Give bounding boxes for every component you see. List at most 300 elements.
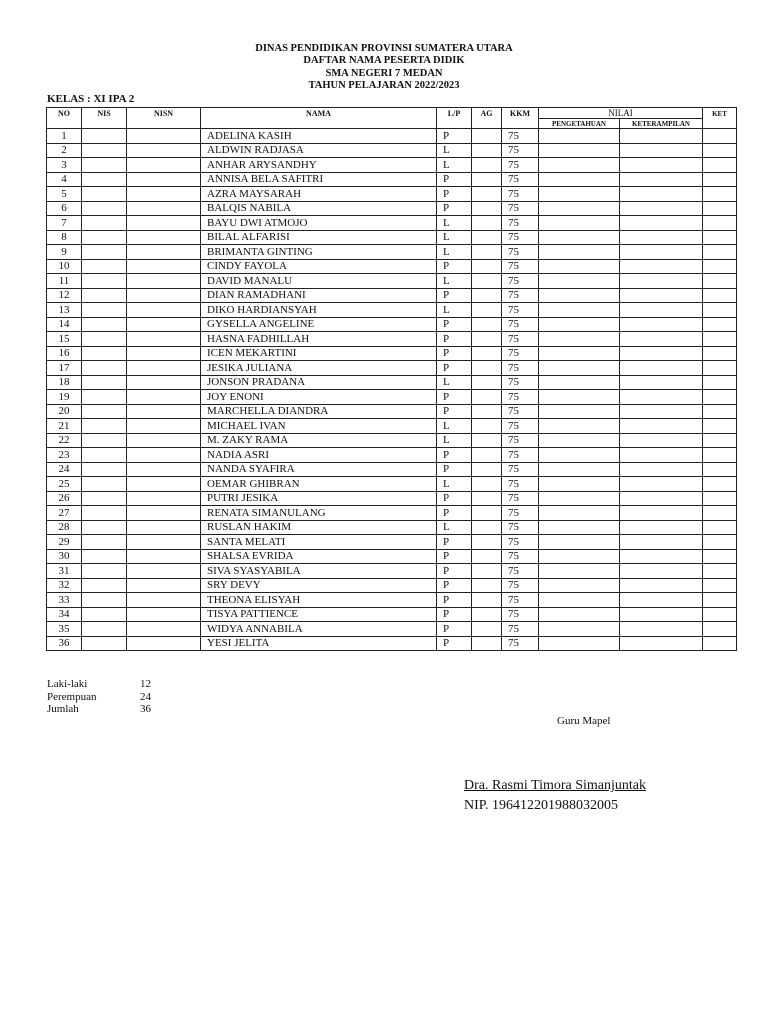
cell-kkm: 75 xyxy=(502,549,539,564)
cell-ag xyxy=(472,172,502,187)
cell-kkm: 75 xyxy=(502,404,539,419)
cell-kkm: 75 xyxy=(502,636,539,651)
cell-pengetahuan xyxy=(539,622,620,637)
signature-nip: NIP. 196412201988032005 xyxy=(464,798,619,813)
cell-kkm: 75 xyxy=(502,491,539,506)
cell-keterampilan xyxy=(620,230,703,245)
cell-nama: BAYU DWI ATMOJO xyxy=(201,216,437,231)
cell-kkm: 75 xyxy=(502,245,539,260)
cell-nis xyxy=(82,259,127,274)
cell-nama: ANHAR ARYSANDHY xyxy=(201,158,437,173)
cell-ket xyxy=(703,622,737,637)
cell-ag xyxy=(472,201,502,216)
cell-nisn xyxy=(127,346,201,361)
cell-no: 9 xyxy=(47,245,82,260)
cell-ket xyxy=(703,375,737,390)
header-year: TAHUN PELAJARAN 2022/2023 xyxy=(308,80,460,92)
gender-summary xyxy=(47,678,151,716)
cell-ket xyxy=(703,172,737,187)
cell-kkm: 75 xyxy=(502,578,539,593)
cell-pengetahuan xyxy=(539,201,620,216)
cell-ket xyxy=(703,564,737,579)
cell-ket xyxy=(703,158,737,173)
table-row xyxy=(47,172,737,187)
cell-nisn xyxy=(127,535,201,550)
cell-nis xyxy=(82,520,127,535)
table-row xyxy=(47,303,737,318)
cell-keterampilan xyxy=(620,491,703,506)
cell-ag xyxy=(472,419,502,434)
cell-lp: P xyxy=(437,578,472,593)
cell-nisn xyxy=(127,448,201,463)
cell-kkm: 75 xyxy=(502,332,539,347)
cell-pengetahuan xyxy=(539,404,620,419)
table-row xyxy=(47,564,737,579)
cell-pengetahuan xyxy=(539,361,620,376)
cell-ket xyxy=(703,433,737,448)
cell-nama: DIAN RAMADHANI xyxy=(201,288,437,303)
table-row xyxy=(47,433,737,448)
cell-nisn xyxy=(127,636,201,651)
col-keterampilan-header: KETERAMPILAN xyxy=(620,119,703,129)
cell-kkm: 75 xyxy=(502,187,539,202)
cell-nisn xyxy=(127,201,201,216)
cell-nisn xyxy=(127,245,201,260)
cell-keterampilan xyxy=(620,419,703,434)
cell-nisn xyxy=(127,332,201,347)
cell-pengetahuan xyxy=(539,143,620,158)
cell-nis xyxy=(82,143,127,158)
cell-no: 28 xyxy=(47,520,82,535)
cell-nis xyxy=(82,245,127,260)
cell-ket xyxy=(703,404,737,419)
cell-ket xyxy=(703,462,737,477)
table-row xyxy=(47,230,737,245)
cell-nisn xyxy=(127,462,201,477)
cell-no: 2 xyxy=(47,143,82,158)
cell-ag xyxy=(472,520,502,535)
table-row xyxy=(47,317,737,332)
table-row xyxy=(47,346,737,361)
cell-no: 3 xyxy=(47,158,82,173)
cell-kkm: 75 xyxy=(502,361,539,376)
cell-lp: P xyxy=(437,390,472,405)
cell-nama: WIDYA ANNABILA xyxy=(201,622,437,637)
summary-jumlah-label: Jumlah xyxy=(47,703,79,716)
cell-ag xyxy=(472,433,502,448)
cell-nama: AZRA MAYSARAH xyxy=(201,187,437,202)
summary-perempuan xyxy=(47,691,151,704)
cell-nama: MICHAEL IVAN xyxy=(201,419,437,434)
cell-ket xyxy=(703,274,737,289)
cell-ket xyxy=(703,259,737,274)
cell-nis xyxy=(82,506,127,521)
cell-nis xyxy=(82,636,127,651)
cell-nis xyxy=(82,390,127,405)
cell-nama: JESIKA JULIANA xyxy=(201,361,437,376)
cell-nisn xyxy=(127,216,201,231)
cell-ket xyxy=(703,491,737,506)
table-row xyxy=(47,187,737,202)
col-no-header: NO xyxy=(47,108,82,129)
cell-ag xyxy=(472,143,502,158)
cell-kkm: 75 xyxy=(502,622,539,637)
cell-nisn xyxy=(127,520,201,535)
cell-nisn xyxy=(127,593,201,608)
cell-ket xyxy=(703,549,737,564)
signature-name: Dra. Rasmi Timora Simanjuntak xyxy=(464,778,646,793)
cell-nis xyxy=(82,491,127,506)
cell-keterampilan xyxy=(620,216,703,231)
cell-no: 29 xyxy=(47,535,82,550)
header-school: SMA NEGERI 7 MEDAN xyxy=(325,67,443,79)
cell-pengetahuan xyxy=(539,419,620,434)
cell-lp: L xyxy=(437,477,472,492)
cell-pengetahuan xyxy=(539,303,620,318)
cell-pengetahuan xyxy=(539,593,620,608)
cell-kkm: 75 xyxy=(502,129,539,144)
table-row xyxy=(47,448,737,463)
cell-pengetahuan xyxy=(539,129,620,144)
cell-nama: HASNA FADHILLAH xyxy=(201,332,437,347)
cell-lp: L xyxy=(437,303,472,318)
table-row xyxy=(47,477,737,492)
cell-nis xyxy=(82,158,127,173)
cell-keterampilan xyxy=(620,361,703,376)
cell-lp: P xyxy=(437,288,472,303)
cell-keterampilan xyxy=(620,390,703,405)
col-nis-header: NIS xyxy=(82,108,127,129)
cell-nisn xyxy=(127,317,201,332)
cell-no: 35 xyxy=(47,622,82,637)
cell-pengetahuan xyxy=(539,288,620,303)
cell-ag xyxy=(472,216,502,231)
cell-keterampilan xyxy=(620,129,703,144)
table-row xyxy=(47,593,737,608)
cell-ag xyxy=(472,303,502,318)
cell-pengetahuan xyxy=(539,462,620,477)
cell-kkm: 75 xyxy=(502,216,539,231)
cell-pengetahuan xyxy=(539,274,620,289)
cell-ket xyxy=(703,506,737,521)
cell-ag xyxy=(472,593,502,608)
cell-lp: L xyxy=(437,245,472,260)
table-row xyxy=(47,491,737,506)
cell-lp: P xyxy=(437,201,472,216)
cell-nama: RENATA SIMANULANG xyxy=(201,506,437,521)
cell-ket xyxy=(703,346,737,361)
cell-pengetahuan xyxy=(539,332,620,347)
cell-kkm: 75 xyxy=(502,520,539,535)
student-rows xyxy=(47,129,737,651)
cell-no: 13 xyxy=(47,303,82,318)
cell-no: 34 xyxy=(47,607,82,622)
cell-ag xyxy=(472,332,502,347)
cell-pengetahuan xyxy=(539,346,620,361)
cell-keterampilan xyxy=(620,578,703,593)
cell-nis xyxy=(82,419,127,434)
header-title: DAFTAR NAMA PESERTA DIDIK xyxy=(303,55,465,67)
table-row xyxy=(47,549,737,564)
col-ket-header: KET xyxy=(703,108,737,129)
cell-ket xyxy=(703,636,737,651)
cell-no: 5 xyxy=(47,187,82,202)
cell-pengetahuan xyxy=(539,549,620,564)
cell-nis xyxy=(82,303,127,318)
cell-nis xyxy=(82,404,127,419)
cell-keterampilan xyxy=(620,520,703,535)
cell-nisn xyxy=(127,622,201,637)
cell-nama: BALQIS NABILA xyxy=(201,201,437,216)
cell-keterampilan xyxy=(620,288,703,303)
cell-ket xyxy=(703,216,737,231)
cell-kkm: 75 xyxy=(502,375,539,390)
cell-kkm: 75 xyxy=(502,158,539,173)
cell-lp: P xyxy=(437,187,472,202)
table-row xyxy=(47,520,737,535)
cell-ag xyxy=(472,375,502,390)
summary-jumlah xyxy=(47,703,151,716)
cell-nama: NANDA SYAFIRA xyxy=(201,462,437,477)
cell-lp: P xyxy=(437,346,472,361)
cell-lp: P xyxy=(437,317,472,332)
table-row xyxy=(47,332,737,347)
cell-kkm: 75 xyxy=(502,593,539,608)
cell-pengetahuan xyxy=(539,636,620,651)
cell-no: 14 xyxy=(47,317,82,332)
table-row xyxy=(47,201,737,216)
cell-no: 36 xyxy=(47,636,82,651)
cell-no: 17 xyxy=(47,361,82,376)
cell-keterampilan xyxy=(620,607,703,622)
cell-nama: THEONA ELISYAH xyxy=(201,593,437,608)
table-row xyxy=(47,506,737,521)
cell-ag xyxy=(472,361,502,376)
cell-nisn xyxy=(127,303,201,318)
cell-lp: P xyxy=(437,462,472,477)
cell-nisn xyxy=(127,375,201,390)
cell-ag xyxy=(472,245,502,260)
cell-nisn xyxy=(127,578,201,593)
cell-ag xyxy=(472,549,502,564)
cell-no: 30 xyxy=(47,549,82,564)
cell-keterampilan xyxy=(620,201,703,216)
cell-pengetahuan xyxy=(539,158,620,173)
cell-ket xyxy=(703,303,737,318)
table-row xyxy=(47,535,737,550)
cell-nama: YESI JELITA xyxy=(201,636,437,651)
table-row xyxy=(47,361,737,376)
cell-nama: ADELINA KASIH xyxy=(201,129,437,144)
cell-kkm: 75 xyxy=(502,448,539,463)
cell-lp: P xyxy=(437,607,472,622)
cell-nama: SIVA SYASYABILA xyxy=(201,564,437,579)
cell-pengetahuan xyxy=(539,187,620,202)
cell-nis xyxy=(82,317,127,332)
cell-kkm: 75 xyxy=(502,274,539,289)
cell-nisn xyxy=(127,390,201,405)
cell-nama: DAVID MANALU xyxy=(201,274,437,289)
cell-nama: BILAL ALFARISI xyxy=(201,230,437,245)
table-row xyxy=(47,419,737,434)
cell-lp: L xyxy=(437,419,472,434)
cell-keterampilan xyxy=(620,274,703,289)
cell-nis xyxy=(82,622,127,637)
cell-kkm: 75 xyxy=(502,433,539,448)
summary-laki xyxy=(47,678,151,691)
cell-no: 1 xyxy=(47,129,82,144)
cell-keterampilan xyxy=(620,404,703,419)
cell-nama: ICEN MEKARTINI xyxy=(201,346,437,361)
cell-keterampilan xyxy=(620,535,703,550)
cell-ket xyxy=(703,288,737,303)
cell-pengetahuan xyxy=(539,230,620,245)
cell-nis xyxy=(82,477,127,492)
cell-ket xyxy=(703,477,737,492)
cell-keterampilan xyxy=(620,303,703,318)
cell-no: 19 xyxy=(47,390,82,405)
cell-pengetahuan xyxy=(539,172,620,187)
summary-perempuan-label: Perempuan xyxy=(47,690,97,703)
cell-nisn xyxy=(127,274,201,289)
cell-lp: L xyxy=(437,274,472,289)
cell-nama: CINDY FAYOLA xyxy=(201,259,437,274)
cell-pengetahuan xyxy=(539,245,620,260)
signature-role: Guru Mapel xyxy=(557,715,611,727)
cell-nis xyxy=(82,578,127,593)
cell-ag xyxy=(472,404,502,419)
cell-lp: L xyxy=(437,158,472,173)
cell-kkm: 75 xyxy=(502,317,539,332)
cell-lp: P xyxy=(437,404,472,419)
cell-lp: L xyxy=(437,520,472,535)
cell-ag xyxy=(472,462,502,477)
cell-keterampilan xyxy=(620,549,703,564)
table-row xyxy=(47,259,737,274)
cell-ag xyxy=(472,274,502,289)
cell-ag xyxy=(472,636,502,651)
cell-nisn xyxy=(127,143,201,158)
col-nilai-header: NILAI xyxy=(539,108,703,119)
cell-ag xyxy=(472,506,502,521)
cell-kkm: 75 xyxy=(502,201,539,216)
cell-nis xyxy=(82,129,127,144)
cell-lp: P xyxy=(437,636,472,651)
cell-nis xyxy=(82,274,127,289)
cell-no: 24 xyxy=(47,462,82,477)
cell-keterampilan xyxy=(620,433,703,448)
cell-nama: DIKO HARDIANSYAH xyxy=(201,303,437,318)
cell-ag xyxy=(472,158,502,173)
summary-laki-value: 12 xyxy=(140,678,151,690)
cell-no: 6 xyxy=(47,201,82,216)
cell-ket xyxy=(703,520,737,535)
cell-lp: L xyxy=(437,375,472,390)
cell-nisn xyxy=(127,259,201,274)
cell-ket xyxy=(703,245,737,260)
cell-ket xyxy=(703,607,737,622)
cell-ag xyxy=(472,491,502,506)
cell-keterampilan xyxy=(620,187,703,202)
cell-lp: P xyxy=(437,361,472,376)
cell-nisn xyxy=(127,506,201,521)
cell-keterampilan xyxy=(620,448,703,463)
cell-no: 33 xyxy=(47,593,82,608)
cell-pengetahuan xyxy=(539,375,620,390)
cell-nisn xyxy=(127,158,201,173)
table-row xyxy=(47,607,737,622)
cell-ket xyxy=(703,419,737,434)
cell-no: 16 xyxy=(47,346,82,361)
col-nama-header: NAMA xyxy=(201,108,437,129)
cell-lp: P xyxy=(437,564,472,579)
cell-pengetahuan xyxy=(539,578,620,593)
cell-pengetahuan xyxy=(539,564,620,579)
cell-ket xyxy=(703,230,737,245)
cell-nis xyxy=(82,332,127,347)
cell-nis xyxy=(82,230,127,245)
cell-nis xyxy=(82,549,127,564)
cell-no: 11 xyxy=(47,274,82,289)
table-row xyxy=(47,143,737,158)
cell-kkm: 75 xyxy=(502,462,539,477)
cell-ag xyxy=(472,230,502,245)
cell-nis xyxy=(82,288,127,303)
cell-nis xyxy=(82,172,127,187)
cell-lp: L xyxy=(437,216,472,231)
cell-nisn xyxy=(127,230,201,245)
table-row xyxy=(47,578,737,593)
summary-perempuan-value: 24 xyxy=(140,690,151,703)
table-row xyxy=(47,404,737,419)
cell-nisn xyxy=(127,564,201,579)
cell-nama: RUSLAN HAKIM xyxy=(201,520,437,535)
cell-kkm: 75 xyxy=(502,607,539,622)
cell-lp: P xyxy=(437,622,472,637)
document-header xyxy=(0,43,768,93)
cell-lp: P xyxy=(437,129,472,144)
cell-pengetahuan xyxy=(539,448,620,463)
cell-ag xyxy=(472,129,502,144)
cell-no: 15 xyxy=(47,332,82,347)
summary-jumlah-value: 36 xyxy=(140,703,151,716)
cell-nisn xyxy=(127,419,201,434)
cell-pengetahuan xyxy=(539,317,620,332)
cell-ket xyxy=(703,317,737,332)
cell-nisn xyxy=(127,288,201,303)
cell-kkm: 75 xyxy=(502,288,539,303)
cell-ket xyxy=(703,535,737,550)
cell-ag xyxy=(472,346,502,361)
cell-nis xyxy=(82,346,127,361)
cell-keterampilan xyxy=(620,317,703,332)
cell-no: 26 xyxy=(47,491,82,506)
cell-no: 32 xyxy=(47,578,82,593)
cell-no: 22 xyxy=(47,433,82,448)
cell-nisn xyxy=(127,187,201,202)
table-row xyxy=(47,462,737,477)
cell-nama: M. ZAKY RAMA xyxy=(201,433,437,448)
cell-nisn xyxy=(127,477,201,492)
cell-nisn xyxy=(127,433,201,448)
cell-nisn xyxy=(127,129,201,144)
cell-ag xyxy=(472,288,502,303)
cell-no: 4 xyxy=(47,172,82,187)
cell-keterampilan xyxy=(620,245,703,260)
table-row xyxy=(47,129,737,144)
table-row xyxy=(47,274,737,289)
cell-ket xyxy=(703,187,737,202)
